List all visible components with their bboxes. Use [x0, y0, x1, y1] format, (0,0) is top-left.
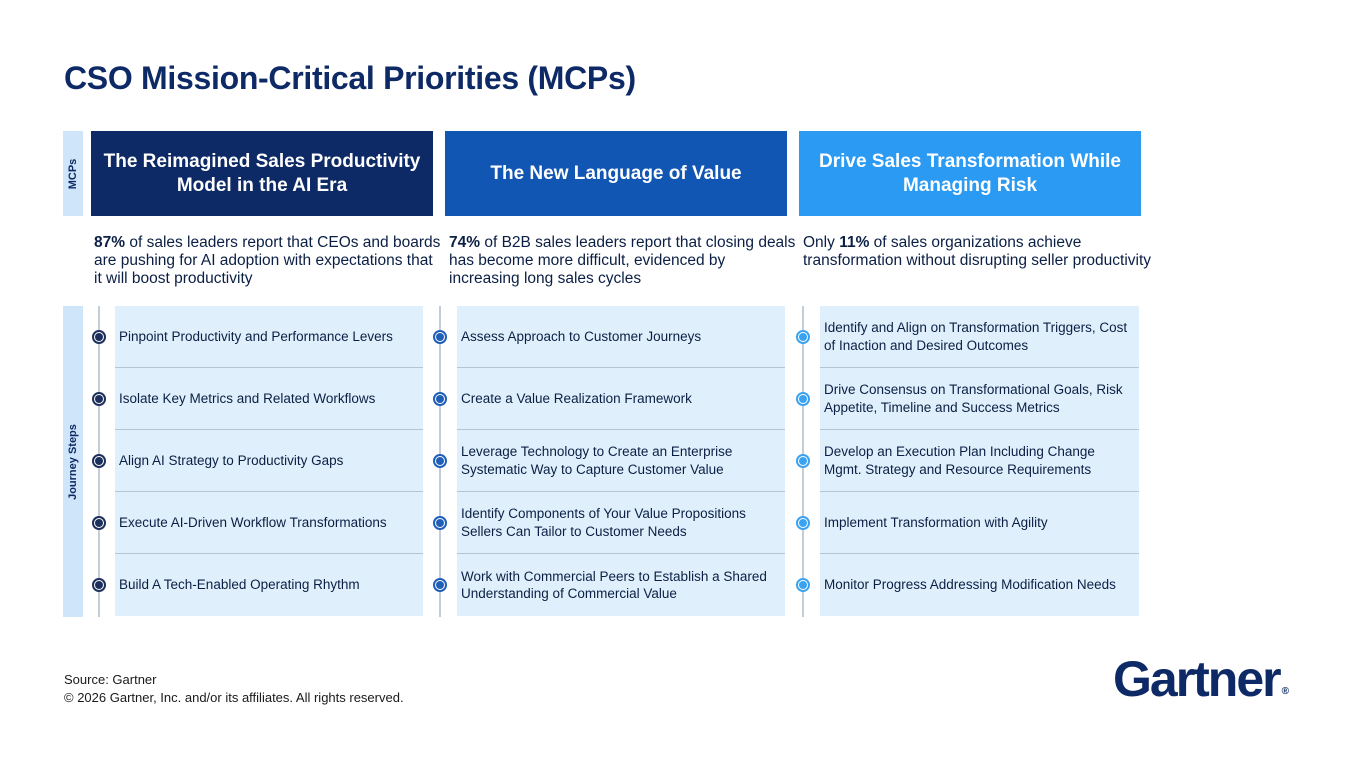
journey-step — [91, 554, 433, 616]
gartner-logo-text: Gartner — [1113, 651, 1280, 707]
registered-mark: ® — [1281, 686, 1289, 697]
journey-step — [91, 368, 433, 430]
source-note: Source: Gartner — [64, 672, 157, 687]
step-bullet-icon — [433, 578, 447, 592]
step-bullet-icon — [796, 578, 810, 592]
step-bullet-icon — [92, 330, 106, 344]
step-bullet-icon — [92, 516, 106, 530]
step-box: Build A Tech-Enabled Operating Rhythm — [115, 554, 423, 616]
step-box: Align AI Strategy to Productivity Gaps — [115, 430, 423, 492]
step-box: Monitor Progress Addressing Modification Needs — [820, 554, 1139, 616]
step-box: Leverage Technology to Create an Enterprise Systematic Way to Capture Customer Value — [457, 430, 785, 492]
journey-step — [799, 492, 1141, 554]
journey-step — [799, 368, 1141, 430]
journey-steps-side-label-text: Journey Steps — [67, 423, 79, 500]
journey-step — [91, 306, 433, 368]
mcp-stat-3-text: of sales organizations achieve transformation without disrupting seller productivity — [803, 234, 1152, 269]
mcp-column-2 — [445, 131, 796, 601]
step-bullet-icon — [92, 392, 106, 406]
journey-step — [799, 306, 1141, 368]
step-bullet-icon — [433, 516, 447, 530]
journey-step — [91, 430, 433, 492]
step-box: Identify Components of Your Value Propositions Sellers Can Tailor to Customer Needs — [457, 492, 785, 554]
journey-steps-2 — [445, 306, 787, 617]
mcp-column-3 — [799, 131, 1152, 593]
mcps-side-label — [63, 131, 83, 216]
step-bullet-icon — [92, 578, 106, 592]
journey-step — [445, 430, 787, 492]
step-box: Drive Consensus on Transformational Goals, Risk Appetite, Timeline and Success Metrics — [820, 368, 1139, 430]
journey-step — [445, 368, 787, 430]
mcp-stat-2-percent: 74% — [449, 234, 481, 251]
mcp-stat-1 — [94, 234, 444, 288]
footer — [64, 671, 404, 707]
mcp-stat-3-percent: 11% — [839, 234, 870, 251]
step-box: Implement Transformation with Agility — [820, 492, 1139, 554]
journey-steps-1 — [91, 306, 433, 617]
journey-step — [445, 492, 787, 554]
step-bullet-icon — [796, 392, 810, 406]
step-bullet-icon — [796, 516, 810, 530]
step-bullet-icon — [433, 330, 447, 344]
mcp-stat-3 — [803, 234, 1153, 270]
journey-step — [91, 492, 433, 554]
step-box: Isolate Key Metrics and Related Workflows — [115, 368, 423, 430]
page-title: CSO Mission-Critical Priorities (MCPs) — [64, 60, 636, 96]
step-box: Identify and Align on Transformation Triggers, Cost of Inaction and Desired Outcomes — [820, 306, 1139, 368]
copyright-note: © 2026 Gartner, Inc. and/or its affiliates. All rights reserved. — [64, 690, 404, 705]
journey-steps-side-label — [63, 306, 83, 617]
journey-step — [445, 554, 787, 616]
step-bullet-icon — [796, 454, 810, 468]
step-bullet-icon — [92, 454, 106, 468]
mcp-header-2: The New Language of Value — [445, 131, 787, 216]
step-box: Develop an Execution Plan Including Change Mgmt. Strategy and Resource Requirements — [820, 430, 1139, 492]
mcp-header-1: The Reimagined Sales Productivity Model in the AI Era — [91, 131, 433, 216]
step-bullet-icon — [433, 392, 447, 406]
step-box: Execute AI-Driven Workflow Transformations — [115, 492, 423, 554]
mcp-stat-1-percent: 87% — [94, 234, 126, 251]
step-box: Pinpoint Productivity and Performance Levers — [115, 306, 423, 368]
step-box: Create a Value Realization Framework — [457, 368, 785, 430]
mcp-stat-1-text: of sales leaders report that CEOs and boards are pushing for AI adoption with expectations that it will boost productivity — [94, 234, 441, 287]
journey-steps-3 — [799, 306, 1141, 617]
mcp-header-3: Drive Sales Transformation While Managing Risk — [799, 131, 1141, 216]
mcp-column-1 — [91, 131, 441, 593]
journey-step — [799, 430, 1141, 492]
gartner-logo — [1113, 650, 1289, 708]
journey-step — [799, 554, 1141, 616]
step-bullet-icon — [433, 454, 447, 468]
step-bullet-icon — [796, 330, 810, 344]
journey-step — [445, 306, 787, 368]
mcps-side-label-text: MCPs — [67, 158, 79, 189]
mcp-stat-2-text: of B2B sales leaders report that closing deals has become more difficult, evidenced by increasing long sales cycles — [449, 234, 796, 287]
mcp-stat-3-prefix: Only — [803, 234, 840, 251]
step-box: Assess Approach to Customer Journeys — [457, 306, 785, 368]
mcp-stat-2 — [449, 234, 799, 288]
step-box: Work with Commercial Peers to Establish a Shared Understanding of Commercial Value — [457, 554, 785, 616]
